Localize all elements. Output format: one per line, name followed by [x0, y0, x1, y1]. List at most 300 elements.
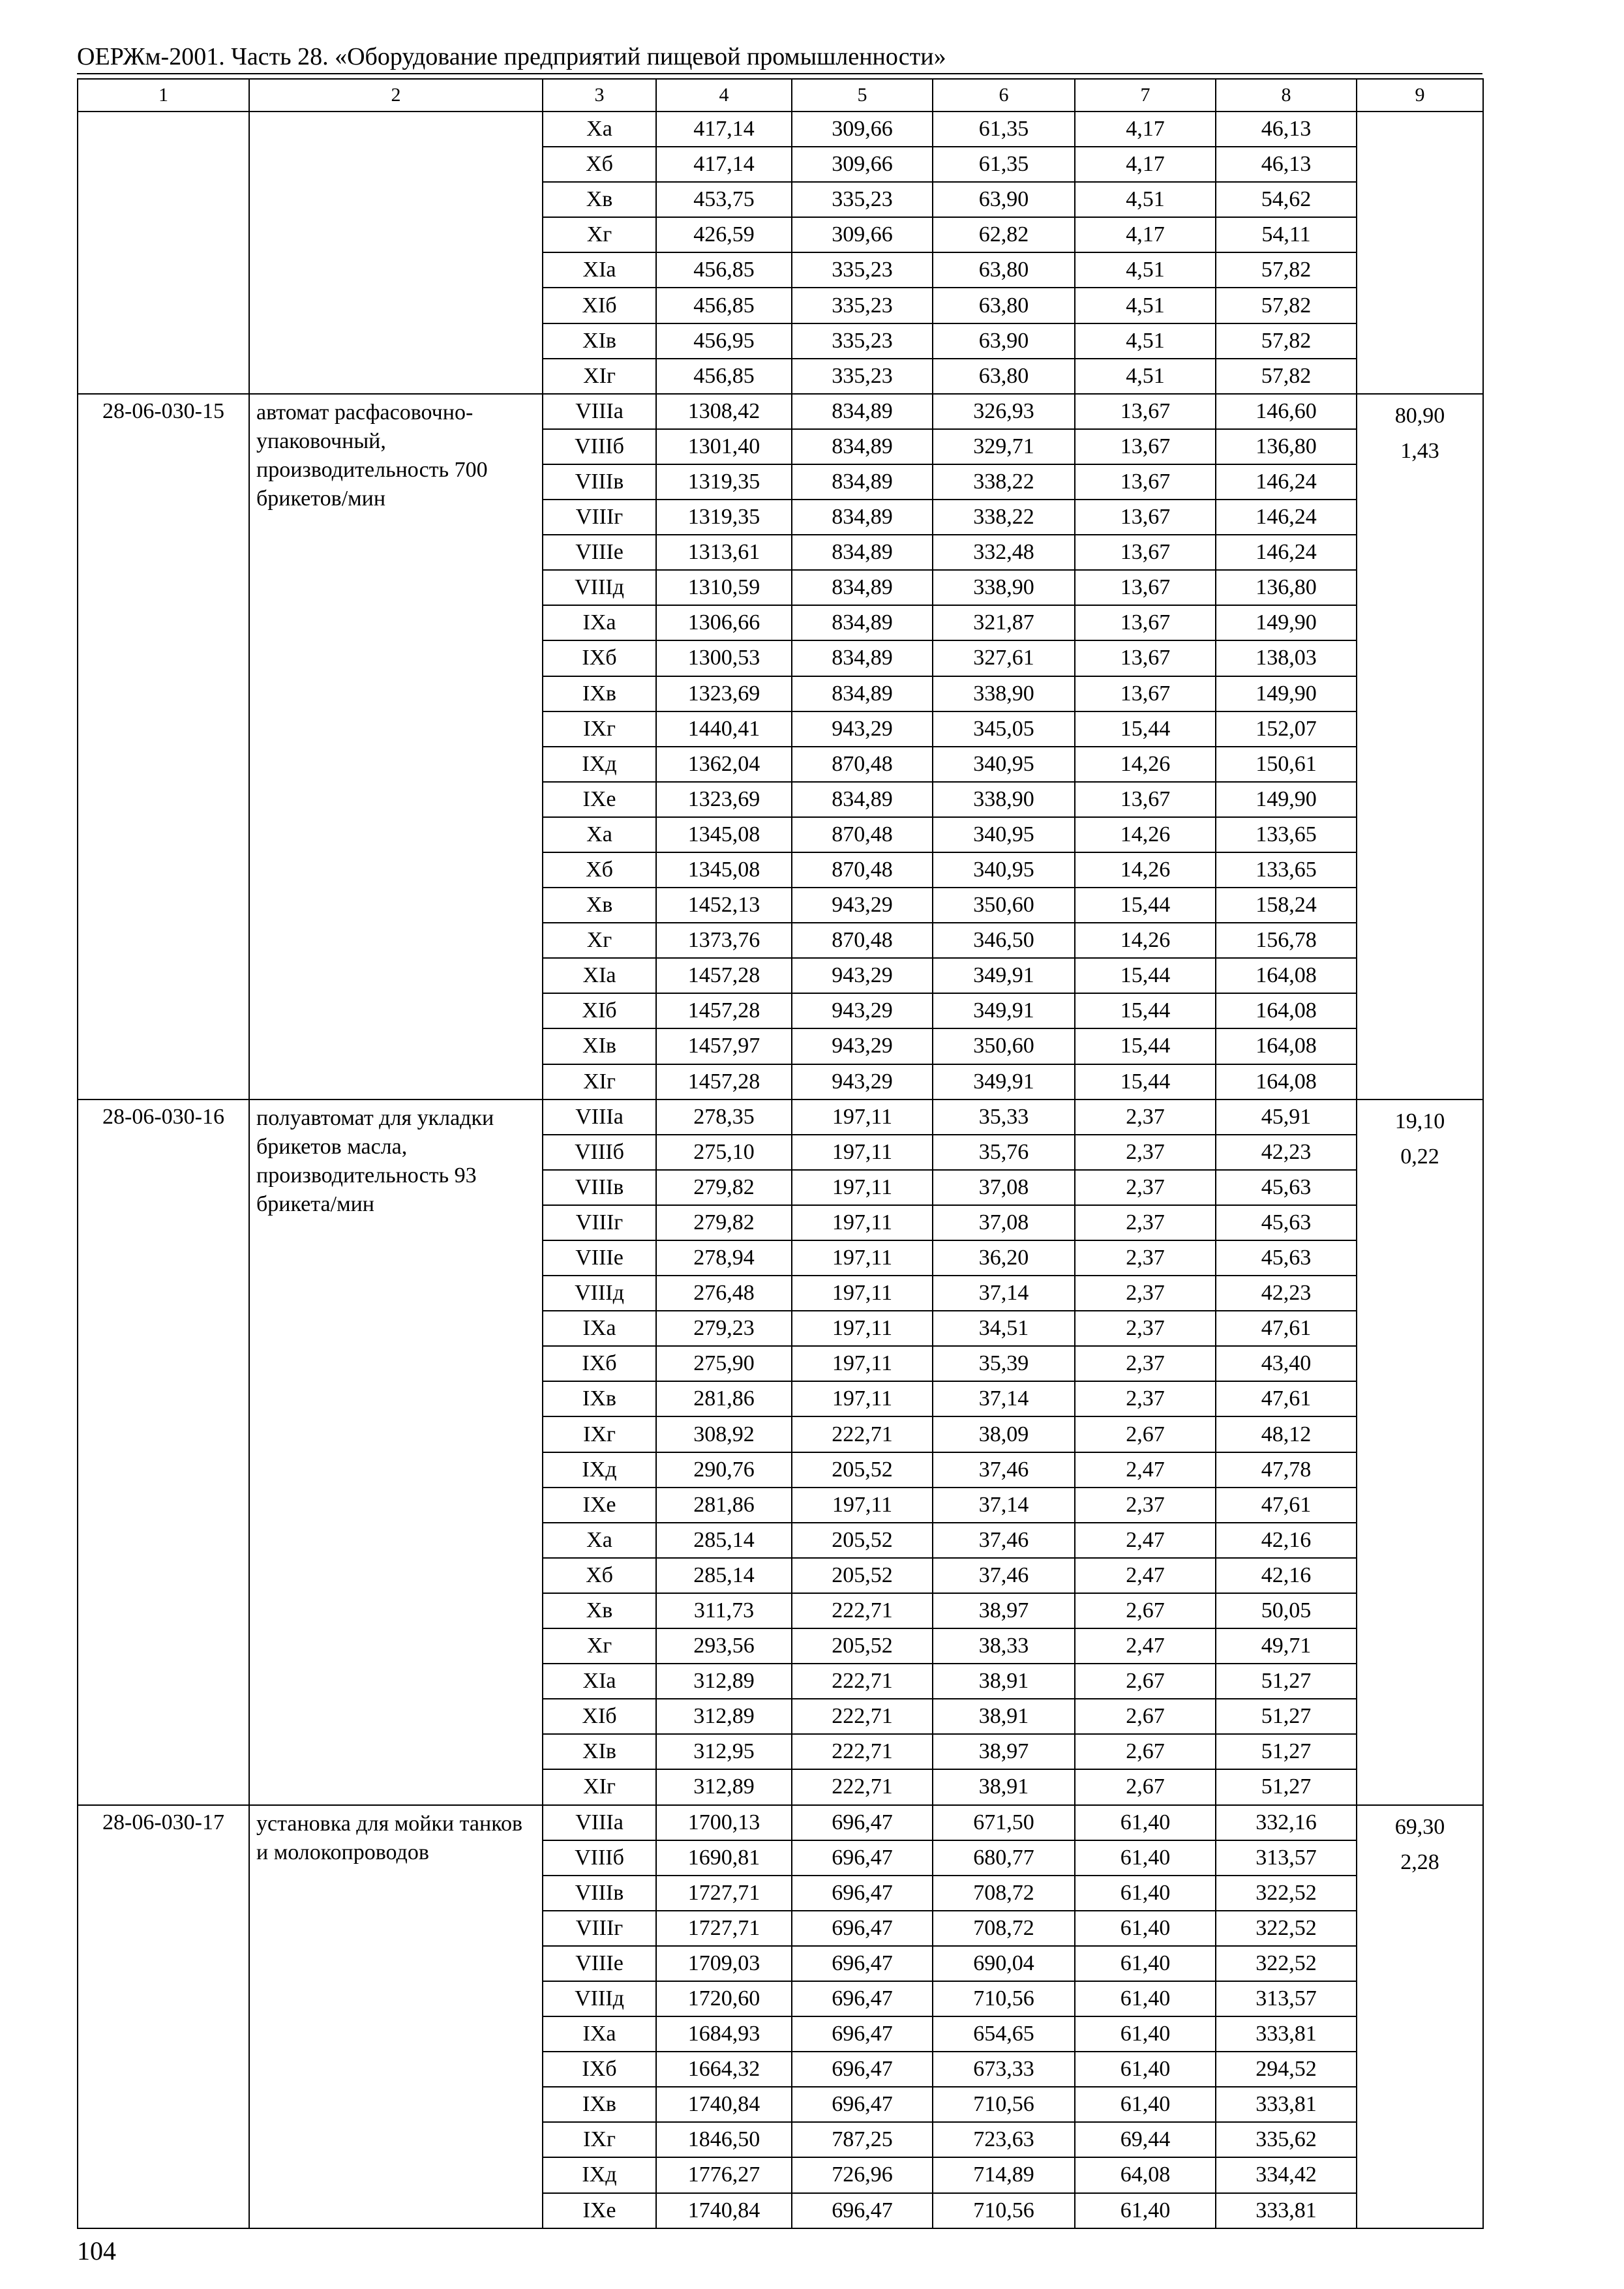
- cell-region: IXд: [543, 1452, 656, 1488]
- col9-value-b: 0,22: [1400, 1144, 1439, 1169]
- cell-materials: 57,82: [1216, 288, 1357, 323]
- cell-wages: 696,47: [792, 1840, 933, 1876]
- cell-total: 285,14: [656, 1558, 792, 1593]
- cell-wages: 726,96: [792, 2157, 933, 2192]
- cell-materials: 313,57: [1216, 1840, 1357, 1876]
- cell-machinist-wages: 13,67: [1075, 429, 1216, 464]
- cell-machinist-wages: 13,67: [1075, 535, 1216, 570]
- header-rule: [77, 73, 1482, 74]
- cell-machines: 710,56: [933, 2193, 1075, 2228]
- cell-machinist-wages: 2,37: [1075, 1381, 1216, 1416]
- col9-value-a: 80,90: [1394, 403, 1445, 428]
- cell-machines: 38,33: [933, 1628, 1075, 1664]
- cell-total: 311,73: [656, 1593, 792, 1628]
- cell-materials: 45,91: [1216, 1100, 1357, 1135]
- cell-total: 1720,60: [656, 1981, 792, 2016]
- cell-materials: 156,78: [1216, 923, 1357, 958]
- cell-materials: 57,82: [1216, 323, 1357, 359]
- cell-total: 456,85: [656, 252, 792, 288]
- cell-machinist-wages: 61,40: [1075, 2016, 1216, 2052]
- cell-machines: 37,08: [933, 1170, 1075, 1205]
- col9-value-a: 69,30: [1394, 1814, 1445, 1839]
- cell-wages: 335,23: [792, 288, 933, 323]
- cell-materials: 42,16: [1216, 1523, 1357, 1558]
- cell-machinist-wages: 2,37: [1075, 1276, 1216, 1311]
- cell-materials: 51,27: [1216, 1734, 1357, 1769]
- cell-wages: 870,48: [792, 747, 933, 782]
- cell-materials: 47,61: [1216, 1488, 1357, 1523]
- cell-wages: 943,29: [792, 1028, 933, 1064]
- cell-machinist-wages: 2,37: [1075, 1205, 1216, 1240]
- cell-total: 1310,59: [656, 570, 792, 605]
- cell-region: VIIIе: [543, 535, 656, 570]
- cell-total: 1457,97: [656, 1028, 792, 1064]
- cell-region: IXб: [543, 640, 656, 676]
- cell-total: 312,95: [656, 1734, 792, 1769]
- cell-machinist-wages: 13,67: [1075, 394, 1216, 429]
- cell-wages: 943,29: [792, 993, 933, 1028]
- cell-machinist-wages: 2,37: [1075, 1311, 1216, 1346]
- cell-total: 1727,71: [656, 1911, 792, 1946]
- item-code: 28-06-030-17: [78, 1805, 249, 2228]
- cell-wages: 205,52: [792, 1523, 933, 1558]
- cell-wages: 787,25: [792, 2122, 933, 2157]
- cell-machinist-wages: 2,37: [1075, 1170, 1216, 1205]
- cell-total: 1709,03: [656, 1946, 792, 1981]
- cell-wages: 834,89: [792, 464, 933, 500]
- cell-machinist-wages: 2,37: [1075, 1240, 1216, 1276]
- cell-wages: 943,29: [792, 1064, 933, 1100]
- cell-machines: 708,72: [933, 1876, 1075, 1911]
- cell-wages: 696,47: [792, 2087, 933, 2122]
- cell-machinist-wages: 2,47: [1075, 1523, 1216, 1558]
- cell-machines: 349,91: [933, 958, 1075, 993]
- item-name: полуавтомат для укладки брикетов масла, производительность 93 брикета/мин: [249, 1100, 543, 1805]
- cell-machinist-wages: 2,37: [1075, 1135, 1216, 1170]
- cell-wages: 197,11: [792, 1240, 933, 1276]
- cell-materials: 333,81: [1216, 2193, 1357, 2228]
- cell-materials: 164,08: [1216, 1028, 1357, 1064]
- cell-machines: 37,14: [933, 1381, 1075, 1416]
- cell-region: Xа: [543, 112, 656, 147]
- cell-region: IXе: [543, 1488, 656, 1523]
- column-number: 9: [1357, 79, 1483, 112]
- cell-total: 456,85: [656, 359, 792, 394]
- cell-total: 1457,28: [656, 958, 792, 993]
- cell-total: 1700,13: [656, 1805, 792, 1840]
- cell-wages: 696,47: [792, 1911, 933, 1946]
- cell-region: VIIIб: [543, 1840, 656, 1876]
- page-number: 104: [77, 2236, 116, 2266]
- cell-machinist-wages: 15,44: [1075, 1028, 1216, 1064]
- cell-total: 285,14: [656, 1523, 792, 1558]
- cell-machines: 35,76: [933, 1135, 1075, 1170]
- cell-materials: 136,80: [1216, 429, 1357, 464]
- cell-machines: 671,50: [933, 1805, 1075, 1840]
- cell-code-empty: [78, 112, 249, 394]
- cell-machines: 338,90: [933, 570, 1075, 605]
- cell-materials: 164,08: [1216, 958, 1357, 993]
- cell-total: 275,10: [656, 1135, 792, 1170]
- cell-machines: 654,65: [933, 2016, 1075, 2052]
- cell-region: IXа: [543, 605, 656, 640]
- cell-region: VIIIд: [543, 1981, 656, 2016]
- cell-total: 1345,08: [656, 817, 792, 852]
- cell-wages: 197,11: [792, 1100, 933, 1135]
- cell-machines: 37,46: [933, 1523, 1075, 1558]
- cell-total: 279,82: [656, 1170, 792, 1205]
- cell-machines: 321,87: [933, 605, 1075, 640]
- cell-machinist-wages: 4,17: [1075, 147, 1216, 182]
- cell-materials: 138,03: [1216, 640, 1357, 676]
- cell-total: 281,86: [656, 1381, 792, 1416]
- cell-wages: 696,47: [792, 2016, 933, 2052]
- cell-materials: 47,61: [1216, 1381, 1357, 1416]
- cell-total: 417,14: [656, 147, 792, 182]
- cell-machinist-wages: 61,40: [1075, 1946, 1216, 1981]
- cell-region: VIIIд: [543, 570, 656, 605]
- cell-total: 453,75: [656, 182, 792, 217]
- cell-region: VIIIг: [543, 1911, 656, 1946]
- column-number: 8: [1216, 79, 1357, 112]
- cell-machines: 349,91: [933, 1064, 1075, 1100]
- cell-region: VIIIе: [543, 1240, 656, 1276]
- cell-region: IXв: [543, 2087, 656, 2122]
- cell-wages: 197,11: [792, 1311, 933, 1346]
- cell-machines: 37,08: [933, 1205, 1075, 1240]
- cell-machinist-wages: 13,67: [1075, 676, 1216, 711]
- table-row: [78, 1100, 1483, 1135]
- cell-materials: 47,61: [1216, 1311, 1357, 1346]
- table-row: [78, 394, 1483, 429]
- cell-machinist-wages: 13,67: [1075, 782, 1216, 817]
- cell-total: 1308,42: [656, 394, 792, 429]
- cell-wages: 696,47: [792, 2193, 933, 2228]
- cell-total: 312,89: [656, 1769, 792, 1804]
- cell-region: XIа: [543, 1664, 656, 1699]
- cell-machinist-wages: 4,51: [1075, 182, 1216, 217]
- cell-total: 1362,04: [656, 747, 792, 782]
- cell-machines: 710,56: [933, 1981, 1075, 2016]
- cell-machines: 680,77: [933, 1840, 1075, 1876]
- cell-region: VIIIб: [543, 429, 656, 464]
- cell-machines: 63,90: [933, 182, 1075, 217]
- cell-region: Xг: [543, 217, 656, 252]
- cell-machines: 63,80: [933, 252, 1075, 288]
- cell-wages: 696,47: [792, 1876, 933, 1911]
- cell-machinist-wages: 61,40: [1075, 1981, 1216, 2016]
- cell-region: Xб: [543, 852, 656, 888]
- cell-col9: [1357, 1805, 1483, 2228]
- cell-region: Xа: [543, 817, 656, 852]
- cell-machinist-wages: 15,44: [1075, 888, 1216, 923]
- cell-total: 1457,28: [656, 993, 792, 1028]
- cell-machines: 38,91: [933, 1699, 1075, 1734]
- cell-machines: 34,51: [933, 1311, 1075, 1346]
- cell-region: IXб: [543, 2052, 656, 2087]
- column-number: 3: [543, 79, 656, 112]
- cell-wages: 834,89: [792, 676, 933, 711]
- cell-wages: 834,89: [792, 394, 933, 429]
- cell-region: IXг: [543, 711, 656, 747]
- cell-total: 1740,84: [656, 2087, 792, 2122]
- cell-machinist-wages: 4,51: [1075, 359, 1216, 394]
- cell-machinist-wages: 15,44: [1075, 711, 1216, 747]
- cell-total: 1373,76: [656, 923, 792, 958]
- cell-wages: 197,11: [792, 1346, 933, 1381]
- cell-region: Xв: [543, 888, 656, 923]
- cell-total: 456,85: [656, 288, 792, 323]
- cell-machinist-wages: 4,17: [1075, 112, 1216, 147]
- cell-machines: 38,91: [933, 1664, 1075, 1699]
- cell-total: 1452,13: [656, 888, 792, 923]
- cell-machines: 35,33: [933, 1100, 1075, 1135]
- cell-total: 312,89: [656, 1664, 792, 1699]
- cell-machines: 37,46: [933, 1558, 1075, 1593]
- cell-machinist-wages: 14,26: [1075, 747, 1216, 782]
- cell-region: XIб: [543, 993, 656, 1028]
- cell-region: VIIIв: [543, 1876, 656, 1911]
- cell-total: 290,76: [656, 1452, 792, 1488]
- cell-wages: 222,71: [792, 1769, 933, 1804]
- cell-machinist-wages: 13,67: [1075, 605, 1216, 640]
- cell-total: 1319,35: [656, 500, 792, 535]
- cell-machines: 37,14: [933, 1276, 1075, 1311]
- cell-region: Xв: [543, 182, 656, 217]
- col9-value-b: 2,28: [1400, 1849, 1439, 1874]
- item-code: 28-06-030-15: [78, 394, 249, 1100]
- cell-wages: 309,66: [792, 217, 933, 252]
- item-code: 28-06-030-16: [78, 1100, 249, 1805]
- cell-materials: 334,42: [1216, 2157, 1357, 2192]
- cell-region: Xг: [543, 1628, 656, 1664]
- cell-total: 1345,08: [656, 852, 792, 888]
- cell-machinist-wages: 69,44: [1075, 2122, 1216, 2157]
- cell-materials: 54,11: [1216, 217, 1357, 252]
- cell-machines: 338,90: [933, 676, 1075, 711]
- cell-machinist-wages: 61,40: [1075, 1840, 1216, 1876]
- cell-materials: 149,90: [1216, 676, 1357, 711]
- cell-region: IXд: [543, 747, 656, 782]
- cell-machines: 37,46: [933, 1452, 1075, 1488]
- cell-materials: 46,13: [1216, 147, 1357, 182]
- cell-total: 1313,61: [656, 535, 792, 570]
- cell-machinist-wages: 13,67: [1075, 640, 1216, 676]
- cell-materials: 45,63: [1216, 1205, 1357, 1240]
- cell-machinist-wages: 4,51: [1075, 252, 1216, 288]
- cell-machinist-wages: 2,67: [1075, 1416, 1216, 1452]
- cell-machines: 329,71: [933, 429, 1075, 464]
- cell-total: 1690,81: [656, 1840, 792, 1876]
- cell-wages: 197,11: [792, 1135, 933, 1170]
- cell-machinist-wages: 4,51: [1075, 288, 1216, 323]
- cell-region: XIг: [543, 1769, 656, 1804]
- cell-machines: 332,48: [933, 535, 1075, 570]
- cell-region: VIIIг: [543, 1205, 656, 1240]
- cell-machinist-wages: 2,37: [1075, 1488, 1216, 1523]
- cell-wages: 696,47: [792, 1981, 933, 2016]
- cell-machines: 36,20: [933, 1240, 1075, 1276]
- cell-wages: 309,66: [792, 112, 933, 147]
- cell-total: 308,92: [656, 1416, 792, 1452]
- cell-col9: [1357, 394, 1483, 1100]
- price-table: [77, 78, 1484, 2229]
- cell-machines: 340,95: [933, 747, 1075, 782]
- cell-materials: 333,81: [1216, 2087, 1357, 2122]
- cell-total: 1301,40: [656, 429, 792, 464]
- cell-materials: 42,16: [1216, 1558, 1357, 1593]
- cell-region: VIIIа: [543, 1100, 656, 1135]
- cell-materials: 43,40: [1216, 1346, 1357, 1381]
- cell-machinist-wages: 2,67: [1075, 1593, 1216, 1628]
- cell-materials: 149,90: [1216, 605, 1357, 640]
- cell-region: IXа: [543, 2016, 656, 2052]
- cell-machinist-wages: 14,26: [1075, 817, 1216, 852]
- cell-total: 279,82: [656, 1205, 792, 1240]
- cell-total: 1727,71: [656, 1876, 792, 1911]
- cell-machines: 35,39: [933, 1346, 1075, 1381]
- cell-machines: 714,89: [933, 2157, 1075, 2192]
- cell-machinist-wages: 4,17: [1075, 217, 1216, 252]
- cell-machinist-wages: 2,47: [1075, 1452, 1216, 1488]
- table-body: [78, 79, 1483, 2228]
- cell-machines: 338,22: [933, 500, 1075, 535]
- cell-materials: 146,24: [1216, 535, 1357, 570]
- cell-machinist-wages: 13,67: [1075, 500, 1216, 535]
- cell-machines: 61,35: [933, 147, 1075, 182]
- cell-machines: 61,35: [933, 112, 1075, 147]
- cell-wages: 834,89: [792, 605, 933, 640]
- cell-wages: 834,89: [792, 429, 933, 464]
- cell-machinist-wages: 61,40: [1075, 2087, 1216, 2122]
- cell-wages: 197,11: [792, 1381, 933, 1416]
- cell-wages: 870,48: [792, 852, 933, 888]
- cell-wages: 943,29: [792, 711, 933, 747]
- cell-machines: 338,22: [933, 464, 1075, 500]
- cell-materials: 149,90: [1216, 782, 1357, 817]
- cell-region: Xв: [543, 1593, 656, 1628]
- cell-wages: 222,71: [792, 1664, 933, 1699]
- cell-wages: 309,66: [792, 147, 933, 182]
- cell-wages: 335,23: [792, 252, 933, 288]
- cell-machines: 350,60: [933, 888, 1075, 923]
- cell-region: VIIIа: [543, 1805, 656, 1840]
- cell-wages: 834,89: [792, 500, 933, 535]
- cell-wages: 870,48: [792, 923, 933, 958]
- cell-wages: 197,11: [792, 1170, 933, 1205]
- cell-total: 1306,66: [656, 605, 792, 640]
- cell-wages: 197,11: [792, 1205, 933, 1240]
- cell-total: 1440,41: [656, 711, 792, 747]
- cell-materials: 54,62: [1216, 182, 1357, 217]
- cell-total: 278,94: [656, 1240, 792, 1276]
- cell-region: XIа: [543, 252, 656, 288]
- cell-total: 456,95: [656, 323, 792, 359]
- cell-machines: 349,91: [933, 993, 1075, 1028]
- cell-machinist-wages: 2,67: [1075, 1734, 1216, 1769]
- cell-region: XIг: [543, 359, 656, 394]
- cell-materials: 49,71: [1216, 1628, 1357, 1664]
- cell-region: IXв: [543, 1381, 656, 1416]
- cell-machinist-wages: 13,67: [1075, 464, 1216, 500]
- cell-machinist-wages: 61,40: [1075, 2193, 1216, 2228]
- cell-materials: 133,65: [1216, 852, 1357, 888]
- cell-region: XIг: [543, 1064, 656, 1100]
- cell-machinist-wages: 2,37: [1075, 1346, 1216, 1381]
- cell-materials: 335,62: [1216, 2122, 1357, 2157]
- cell-machines: 350,60: [933, 1028, 1075, 1064]
- cell-region: Xа: [543, 1523, 656, 1558]
- column-number: 2: [249, 79, 543, 112]
- cell-materials: 150,61: [1216, 747, 1357, 782]
- cell-machines: 690,04: [933, 1946, 1075, 1981]
- cell-machinist-wages: 14,26: [1075, 852, 1216, 888]
- cell-wages: 943,29: [792, 958, 933, 993]
- cell-machines: 37,14: [933, 1488, 1075, 1523]
- cell-machinist-wages: 61,40: [1075, 1911, 1216, 1946]
- cell-machines: 326,93: [933, 394, 1075, 429]
- cell-machines: 38,97: [933, 1734, 1075, 1769]
- cell-wages: 696,47: [792, 2052, 933, 2087]
- cell-wages: 222,71: [792, 1593, 933, 1628]
- page-header: ОЕРЖм-2001. Часть 28. «Оборудование предприятий пищевой промышленности»: [77, 43, 946, 70]
- cell-machinist-wages: 64,08: [1075, 2157, 1216, 2192]
- cell-materials: 51,27: [1216, 1699, 1357, 1734]
- cell-total: 279,23: [656, 1311, 792, 1346]
- cell-wages: 335,23: [792, 359, 933, 394]
- table-row: [78, 1805, 1483, 1840]
- cell-region: Xб: [543, 147, 656, 182]
- cell-machinist-wages: 15,44: [1075, 993, 1216, 1028]
- cell-region: XIв: [543, 1734, 656, 1769]
- cell-machinist-wages: 15,44: [1075, 1064, 1216, 1100]
- cell-total: 293,56: [656, 1628, 792, 1664]
- cell-region: IXг: [543, 2122, 656, 2157]
- cell-materials: 57,82: [1216, 252, 1357, 288]
- cell-materials: 322,52: [1216, 1911, 1357, 1946]
- cell-machines: 63,80: [933, 288, 1075, 323]
- cell-machinist-wages: 2,67: [1075, 1769, 1216, 1804]
- cell-materials: 133,65: [1216, 817, 1357, 852]
- cell-machines: 673,33: [933, 2052, 1075, 2087]
- cell-machinist-wages: 2,67: [1075, 1664, 1216, 1699]
- cell-col9-empty: [1357, 112, 1483, 394]
- cell-materials: 322,52: [1216, 1946, 1357, 1981]
- cell-machinist-wages: 14,26: [1075, 923, 1216, 958]
- cell-wages: 943,29: [792, 888, 933, 923]
- cell-col9: [1357, 1100, 1483, 1805]
- cell-materials: 152,07: [1216, 711, 1357, 747]
- cell-wages: 205,52: [792, 1558, 933, 1593]
- cell-wages: 696,47: [792, 1946, 933, 1981]
- cell-wages: 834,89: [792, 782, 933, 817]
- cell-machines: 345,05: [933, 711, 1075, 747]
- cell-total: 1740,84: [656, 2193, 792, 2228]
- cell-wages: 197,11: [792, 1276, 933, 1311]
- cell-machines: 63,90: [933, 323, 1075, 359]
- cell-wages: 696,47: [792, 1805, 933, 1840]
- cell-region: Xб: [543, 1558, 656, 1593]
- cell-region: XIа: [543, 958, 656, 993]
- cell-wages: 222,71: [792, 1699, 933, 1734]
- cell-machinist-wages: 13,67: [1075, 570, 1216, 605]
- cell-region: XIв: [543, 323, 656, 359]
- cell-total: 276,48: [656, 1276, 792, 1311]
- cell-machines: 340,95: [933, 852, 1075, 888]
- cell-machinist-wages: 61,40: [1075, 1805, 1216, 1840]
- cell-total: 426,59: [656, 217, 792, 252]
- cell-machines: 338,90: [933, 782, 1075, 817]
